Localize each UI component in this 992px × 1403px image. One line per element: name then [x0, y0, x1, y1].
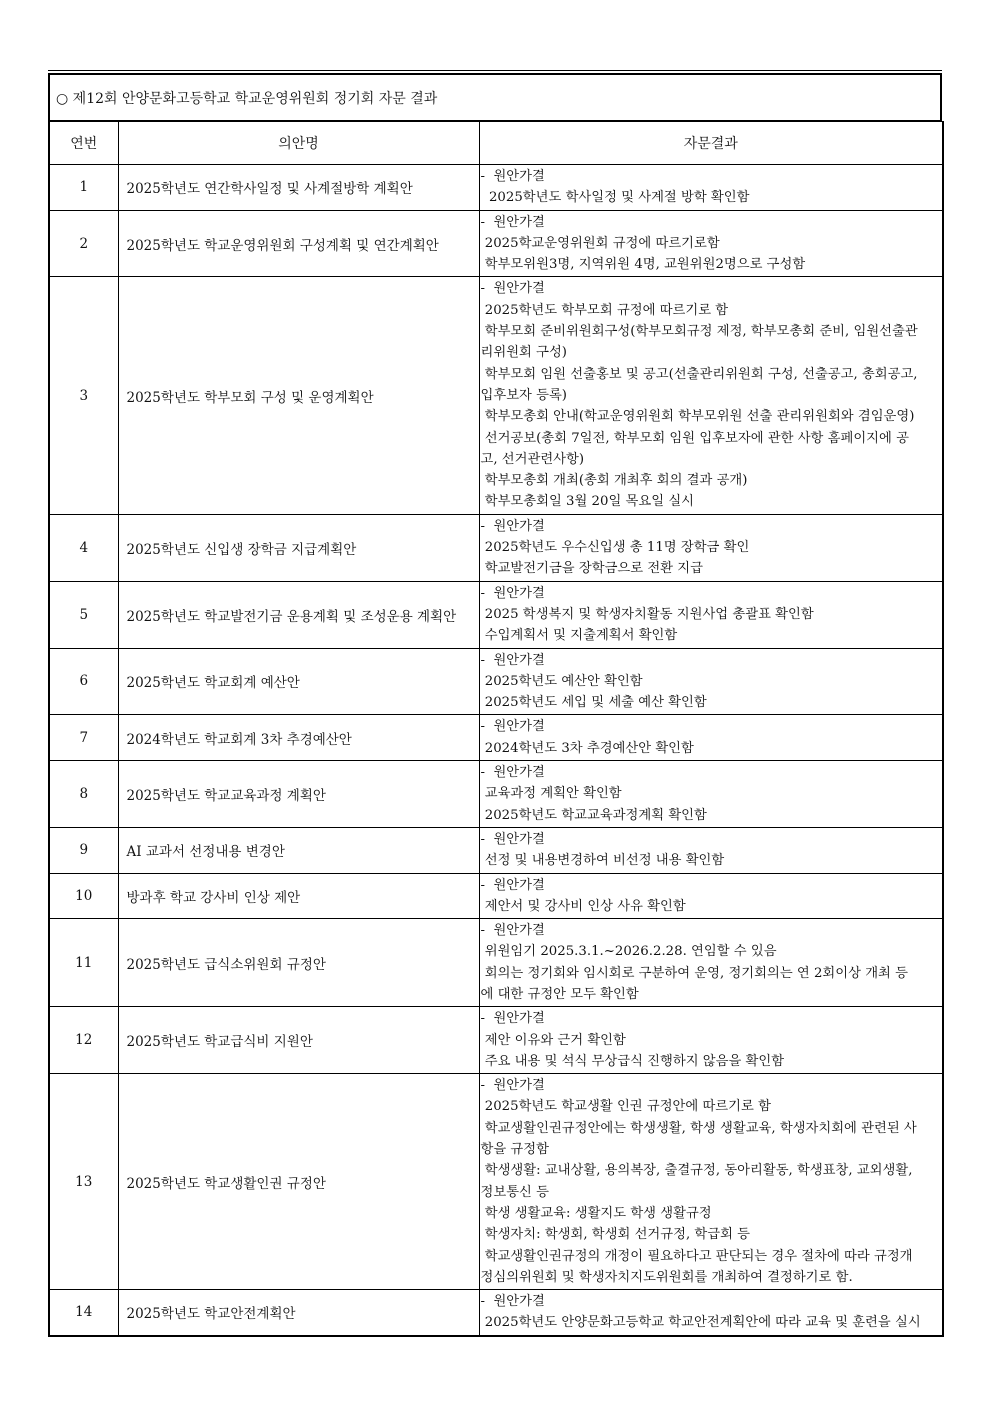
agenda-title: 2025학년도 학교급식비 지원안	[118, 1007, 479, 1074]
row-number: 13	[49, 1074, 118, 1290]
result-line: - 원안가결	[480, 877, 545, 893]
table-row	[49, 827, 943, 873]
row-number: 1	[49, 165, 118, 211]
agenda-title: 2024학년도 학교회계 3차 추경예산안	[118, 715, 479, 761]
result-line: 학생생활: 교내상활, 용의복장, 출결규정, 동아리활동, 학생표창, 교외생활,	[480, 1163, 913, 1179]
result-line: 2025학년도 세입 및 세출 예산 확인함	[480, 695, 707, 711]
result-line: 리위원회 구성)	[480, 345, 567, 361]
result-line: 학교생활인권규정의 개정이 필요하다고 판단되는 경우 절차에 따라 규정개	[480, 1248, 913, 1264]
row-number: 8	[49, 761, 118, 828]
result-line: - 원안가결	[480, 652, 545, 668]
table-row	[49, 514, 943, 581]
result-line: 학부모회 준비위원회구성(학부모회규정 제정, 학부모총회 준비, 임원선출관	[480, 324, 918, 340]
result-line: 제안서 및 강사비 인상 사유 확인함	[480, 898, 686, 914]
result-line: 2025학년도 학교생활 인권 규정안에 따르기로 함	[480, 1099, 771, 1115]
result-line: 학교발전기금을 장학금으로 전환 지급	[480, 561, 703, 577]
row-number: 11	[49, 919, 118, 1007]
header-agenda: 의안명	[118, 122, 479, 165]
agenda-title: 방과후 학교 강사비 인상 제안	[118, 873, 479, 919]
result-line: 주요 내용 및 석식 무상급식 진행하지 않음을 확인함	[480, 1053, 785, 1069]
result-line: 2025학년도 우수신입생 총 11명 장학금 확인	[480, 540, 750, 556]
result-line: 고, 선거관련사항)	[480, 451, 585, 467]
result-line: 선정 및 내용변경하여 비선정 내용 확인함	[480, 853, 725, 869]
agenda-title: 2025학년도 학교운영위원회 구성계획 및 연간계획안	[118, 210, 479, 277]
result-line: 위원임기 2025.3.1.~2026.2.28. 연임할 수 있음	[480, 944, 777, 960]
result-cell	[479, 1290, 943, 1336]
result-line: 학교생활인권규정안에는 학생생활, 학생 생활교육, 학생자치회에 관련된 사	[480, 1120, 917, 1136]
result-cell	[479, 581, 943, 648]
result-line: - 원안가결	[480, 518, 545, 534]
table-row	[49, 581, 943, 648]
result-line: 2025학년도 예산안 확인함	[480, 673, 643, 689]
table-row	[49, 919, 943, 1007]
row-number: 12	[49, 1007, 118, 1074]
result-line: 2025 학생복지 및 학생자치활동 지원사업 총괄표 확인함	[480, 606, 814, 622]
agenda-title: 2025학년도 연간학사일정 및 사계절방학 계획안	[118, 165, 479, 211]
result-cell	[479, 165, 943, 211]
result-cell	[479, 277, 943, 514]
result-line: - 원안가결	[480, 214, 545, 230]
agenda-title: 2025학년도 학교안전계획안	[118, 1290, 479, 1336]
result-cell	[479, 715, 943, 761]
row-number: 7	[49, 715, 118, 761]
result-line: 입후보자 등록)	[480, 387, 567, 403]
row-number: 10	[49, 873, 118, 919]
result-line: - 원안가결	[480, 1294, 545, 1310]
agenda-title: 2025학년도 학부모회 구성 및 운영계획안	[118, 277, 479, 514]
table-row	[49, 873, 943, 919]
table-body	[49, 165, 943, 1336]
row-number: 14	[49, 1290, 118, 1336]
top-rule	[48, 70, 942, 71]
result-line: 정심의위원회 및 학생자치지도위원회를 개최하여 결정하기로 함.	[480, 1269, 853, 1285]
agenda-title: AI 교과서 선정내용 변경안	[118, 827, 479, 873]
row-number: 9	[49, 827, 118, 873]
table-row	[49, 715, 943, 761]
result-cell	[479, 514, 943, 581]
header-num: 연번	[49, 122, 118, 165]
row-number: 5	[49, 581, 118, 648]
result-cell	[479, 827, 943, 873]
table-row	[49, 1074, 943, 1290]
result-line: - 원안가결	[480, 1011, 545, 1027]
agenda-title: 2025학년도 학교교육과정 계획안	[118, 761, 479, 828]
agenda-title: 2025학년도 학교회계 예산안	[118, 648, 479, 715]
result-cell	[479, 210, 943, 277]
result-line: 2025학교운영위원회 규정에 따르기로함	[480, 235, 720, 251]
result-line: 학생자치: 학생회, 학생회 선거규정, 학급회 등	[480, 1227, 751, 1243]
result-line: 학부모위원3명, 지역위원 4명, 교원위원2명으로 구성함	[480, 257, 806, 273]
result-cell	[479, 873, 943, 919]
result-line: 2025학년도 학사일정 및 사계절 방학 확인함	[480, 190, 750, 206]
table-row	[49, 761, 943, 828]
agenda-title: 2025학년도 급식소위원회 규정안	[118, 919, 479, 1007]
results-table	[48, 121, 944, 1337]
table-row	[49, 210, 943, 277]
result-cell	[479, 1074, 943, 1290]
row-number: 3	[49, 277, 118, 514]
result-line: - 원안가결	[480, 585, 545, 601]
result-line: - 원안가결	[480, 1078, 545, 1094]
result-line: 2025학년도 안양문화고등학교 학교안전계획안에 따라 교육 및 훈련을 실시	[480, 1315, 921, 1331]
result-line: - 원안가결	[480, 281, 545, 297]
result-line: 회의는 정기회와 임시회로 구분하여 운영, 정기회의는 연 2회이상 개최 등	[480, 965, 908, 981]
result-line: 수입계획서 및 지출계획서 확인함	[480, 628, 678, 644]
result-line: 2025학년도 학부모회 규정에 따르기로 함	[480, 302, 729, 318]
table-header-row	[49, 122, 943, 165]
result-line: 제안 이유와 근거 확인함	[480, 1032, 626, 1048]
table-row	[49, 1290, 943, 1336]
result-line: 정보통신 등	[480, 1184, 549, 1200]
result-line: 항을 규정함	[480, 1142, 549, 1158]
agenda-title: 2025학년도 학교발전기금 운용계획 및 조성운용 계획안	[118, 581, 479, 648]
result-line: 학부모총회일 3월 20일 목요일 실시	[480, 494, 695, 510]
result-line: 2024학년도 3차 추경예산안 확인함	[480, 740, 694, 756]
document	[48, 73, 942, 1337]
result-line: - 원안가결	[480, 169, 545, 184]
row-number: 6	[49, 648, 118, 715]
table-row	[49, 1007, 943, 1074]
result-line: 에 대한 규정안 모두 확인함	[480, 986, 639, 1002]
result-line: - 원안가결	[480, 765, 545, 781]
page-title: ○ 제12회 안양문화고등학교 학교운영위원회 정기회 자문 결과	[48, 73, 942, 121]
result-line: 학부모총회 개최(총회 개최후 회의 결과 공개)	[480, 473, 748, 489]
result-line: 학부모총회 안내(학교운영위원회 학부모위원 선출 관리위원회와 겸임운영)	[480, 409, 915, 425]
result-cell	[479, 761, 943, 828]
result-cell	[479, 1007, 943, 1074]
result-line: - 원안가결	[480, 923, 545, 939]
result-line: 학생 생활교육: 생활지도 학생 생활규정	[480, 1205, 712, 1221]
result-cell	[479, 648, 943, 715]
table-row	[49, 648, 943, 715]
header-result: 자문결과	[479, 122, 943, 165]
result-line: 학부모회 임원 선출홍보 및 공고(선출관리위원회 구성, 선출공고, 총회공고,	[480, 366, 918, 382]
result-line: 2025학년도 학교교육과정계획 확인함	[480, 807, 707, 823]
result-line: - 원안가결	[480, 719, 545, 735]
result-cell	[479, 919, 943, 1007]
result-line: - 원안가결	[480, 831, 545, 847]
row-number: 2	[49, 210, 118, 277]
table-row	[49, 165, 943, 211]
result-line: 선거공보(총회 7일전, 학부모회 임원 입후보자에 관한 사항 홈페이지에 공	[480, 430, 909, 446]
row-number: 4	[49, 514, 118, 581]
agenda-title: 2025학년도 학교생활인권 규정안	[118, 1074, 479, 1290]
table-row	[49, 277, 943, 514]
agenda-title: 2025학년도 신입생 장학금 지급계획안	[118, 514, 479, 581]
result-line: 교육과정 계획안 확인함	[480, 786, 622, 802]
